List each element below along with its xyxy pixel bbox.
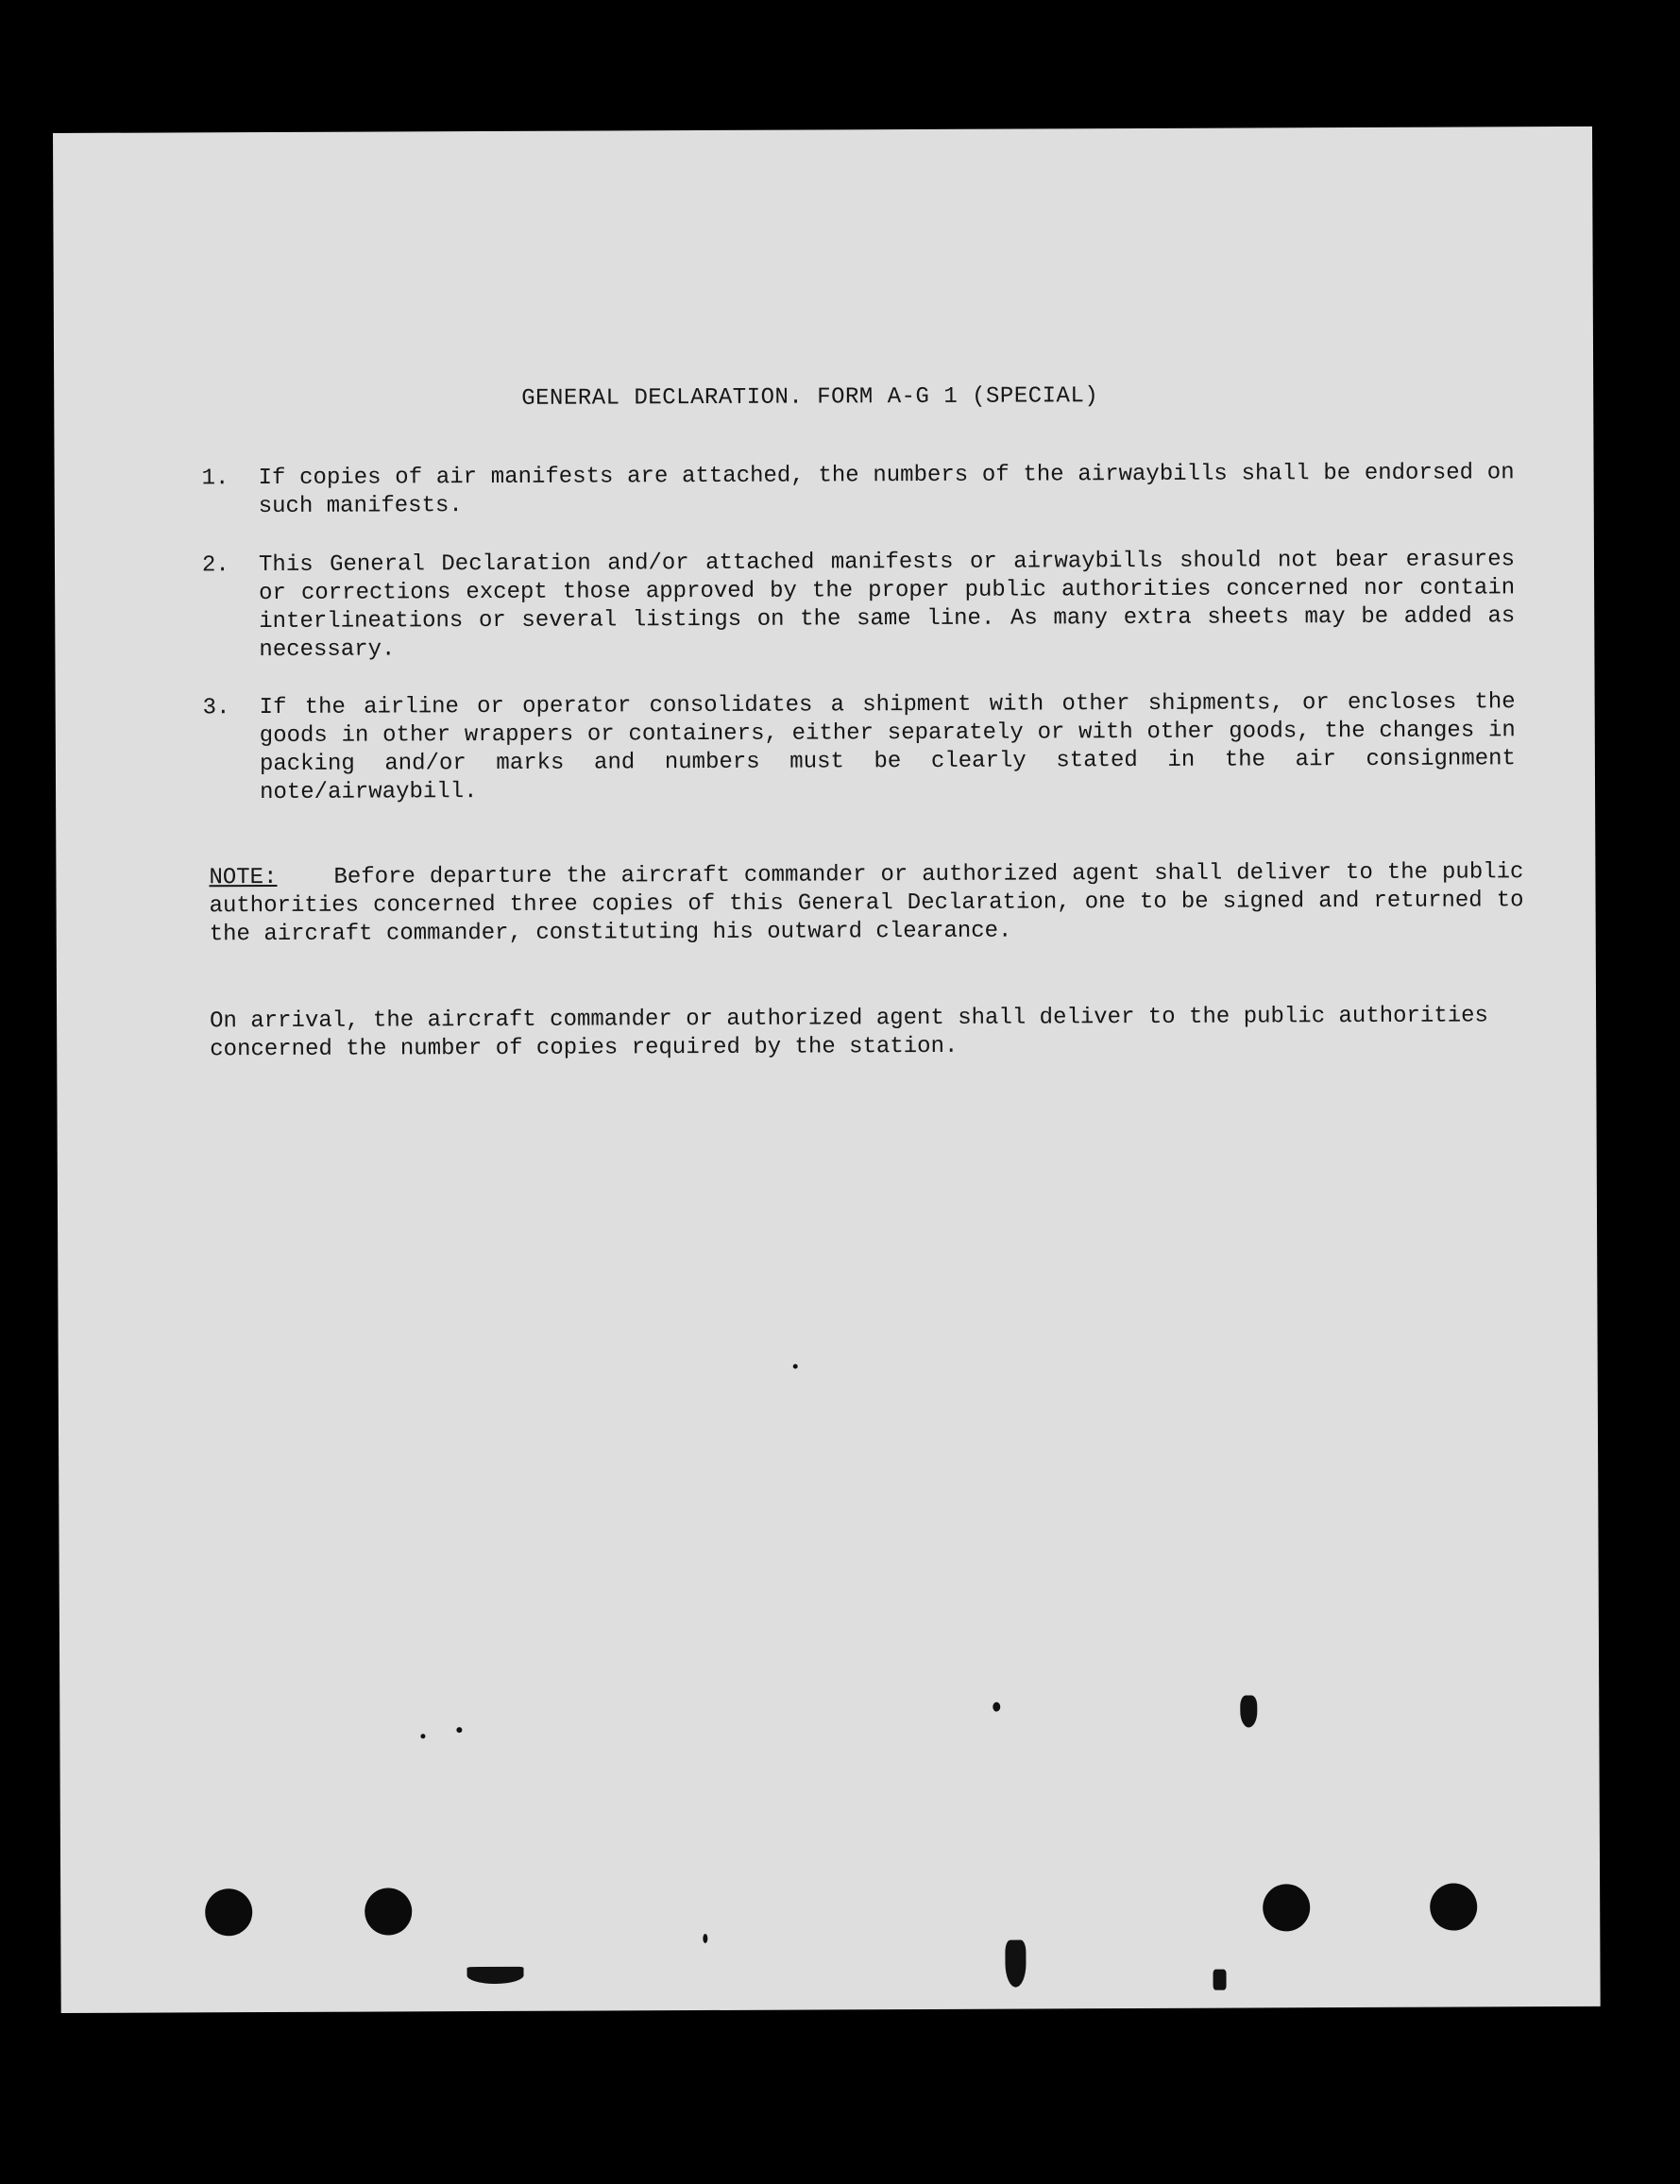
- ink-smudge: [1005, 1940, 1026, 1988]
- ink-speck: [993, 1702, 1000, 1712]
- item-text: This General Declaration and/or attached manifests or airwaybills should not bear erasures or corrections except those approved by the proper public authorities concerned nor contain interlineations or several listings on the same line. As many extra sheets may be added as necessary.: [258, 547, 1516, 664]
- item-number: 2.: [201, 552, 229, 579]
- punch-hole: [1263, 1884, 1310, 1931]
- instruction-item-2: [202, 546, 1516, 665]
- punch-hole: [1430, 1883, 1477, 1930]
- arrival-paragraph: On arrival, the aircraft commander or authorized agent shall deliver to the public authorities concerned the number of copies required by the station.: [210, 1003, 1488, 1063]
- form-title: GENERAL DECLARATION. FORM A-G 1 (SPECIAL): [521, 383, 1099, 412]
- note-label: NOTE:: [209, 864, 278, 891]
- item-text: If the airline or operator consolidates a shipment with other shipments, or encloses the goods in other wrappers or containers, either separately or with other goods, the changes in packing and/or marks and numbers must be clearly stated in the air consignment note/airwaybill.: [259, 689, 1516, 806]
- note-text: Before departure the aircraft commander or authorized agent shall deliver to the public authorities concerned three copies of this General Declaration, one to be signed and returned to the aircraft commander, constituting his outward clearance.: [209, 859, 1524, 948]
- item-text: If copies of air manifests are attached, the numbers of the airwaybills shall be endorsed on such manifests.: [258, 460, 1515, 520]
- note-paragraph: [209, 858, 1523, 949]
- ink-speck: [703, 1934, 707, 1943]
- ink-speck: [456, 1727, 462, 1733]
- ink-speck: [420, 1734, 425, 1738]
- document-page: [53, 127, 1601, 2013]
- ink-smudge: [467, 1967, 523, 1984]
- item-number: 3.: [202, 695, 230, 721]
- ink-speck: [1213, 1970, 1226, 1990]
- punch-hole: [365, 1888, 412, 1935]
- item-number: 1.: [201, 466, 229, 492]
- instruction-item-1: [202, 459, 1515, 521]
- instruction-item-3: [203, 688, 1517, 807]
- ink-smudge: [1240, 1695, 1257, 1727]
- punch-hole: [205, 1888, 252, 1936]
- ink-speck: [793, 1364, 798, 1369]
